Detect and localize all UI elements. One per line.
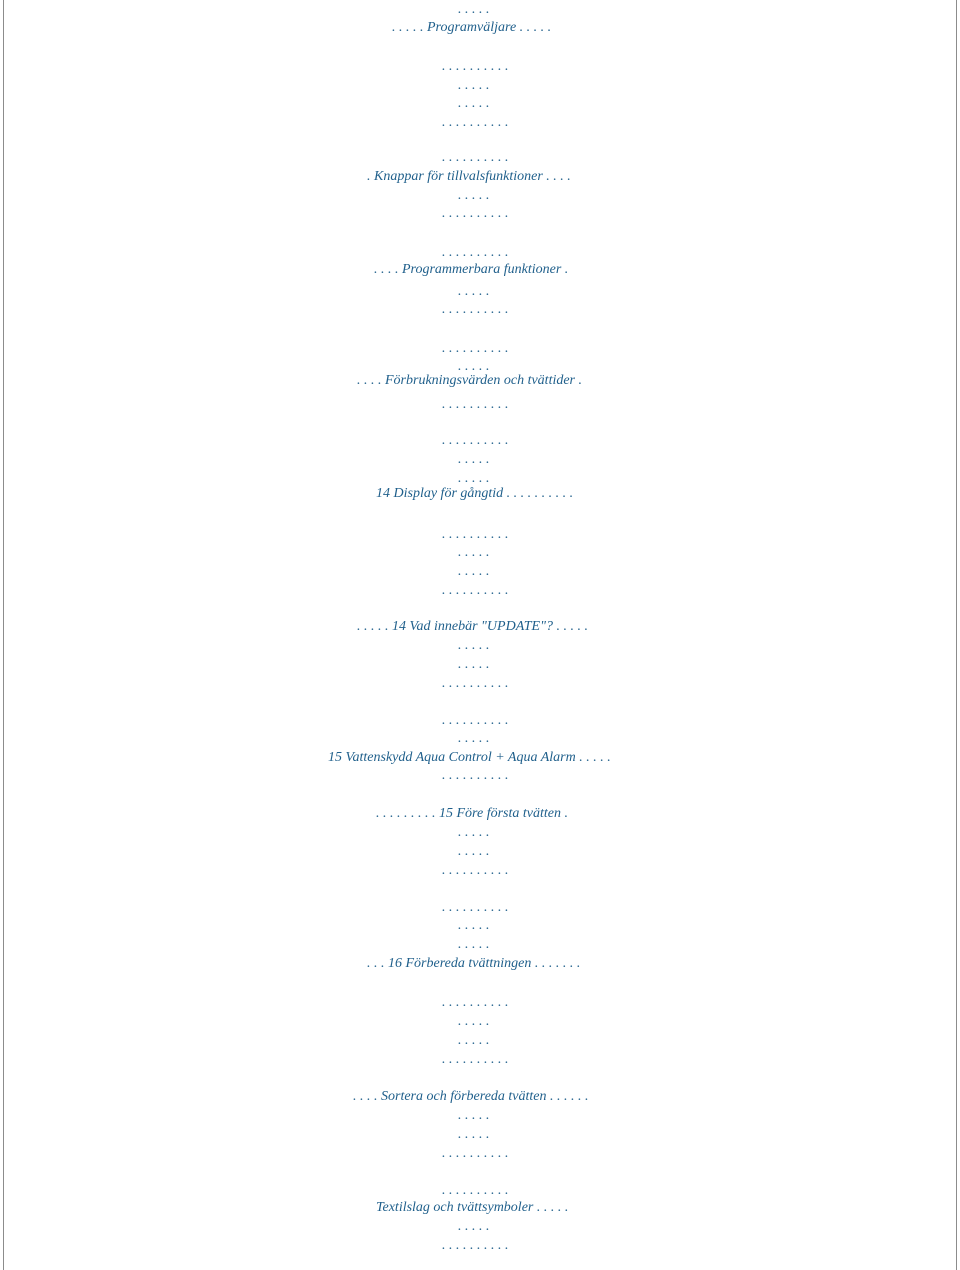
right-margin-rule <box>956 0 957 1270</box>
toc-page: . . . . . . . . . . Programväljare . . . . . . . . . . . . . . . . . . . . . . . . . . . . . . . . . . . . . . . . . . . . . . Knappar för tillvalsfunktioner . . . . . . . . . . . . . . . . . . . . . . . . . . . . . . . . . Programmerbara funktioner . . . . . . . . . . . . . . . . . . . . . . . . . . . . . . . . . . . Förbrukningsvärden och tvättider . . . . . . . . . . . . . . . . . . . . . . . . . . . . . . . 14 Display för gångtid . . . . . . . . . . . . . . . . . . . . . . . . . . . . . . . . . . . . . . . . . . . . . 14 Vad innebär "UPDATE"? . . . . . . . . . . . . . . . . . . . . . . . . . . . . . . . . . . . . . . . . 15 Vattenskydd Aqua Control + Aqua Alarm . . . . . . . . . . . . . . . . . . . . . . . . 15 Före första tvätten . . . . . . . . . . . . . . . . . . . . . . . . . . . . . . . . . . . . . . . . . . . . 16 Förbereda tvättningen . . . . . . . . . . . . . . . . . . . . . . . . . . . . . . . . . . . . . . . . . Sortera och förbereda tvätten . . . . . . . . . . . . . . . . . . . . . . . . . . . . . . . . . . . . Textilslag och tvättsymboler . . . . . . . . . . . . . . . . . . . . <box>0 0 960 1270</box>
left-margin-rule <box>3 0 4 1270</box>
